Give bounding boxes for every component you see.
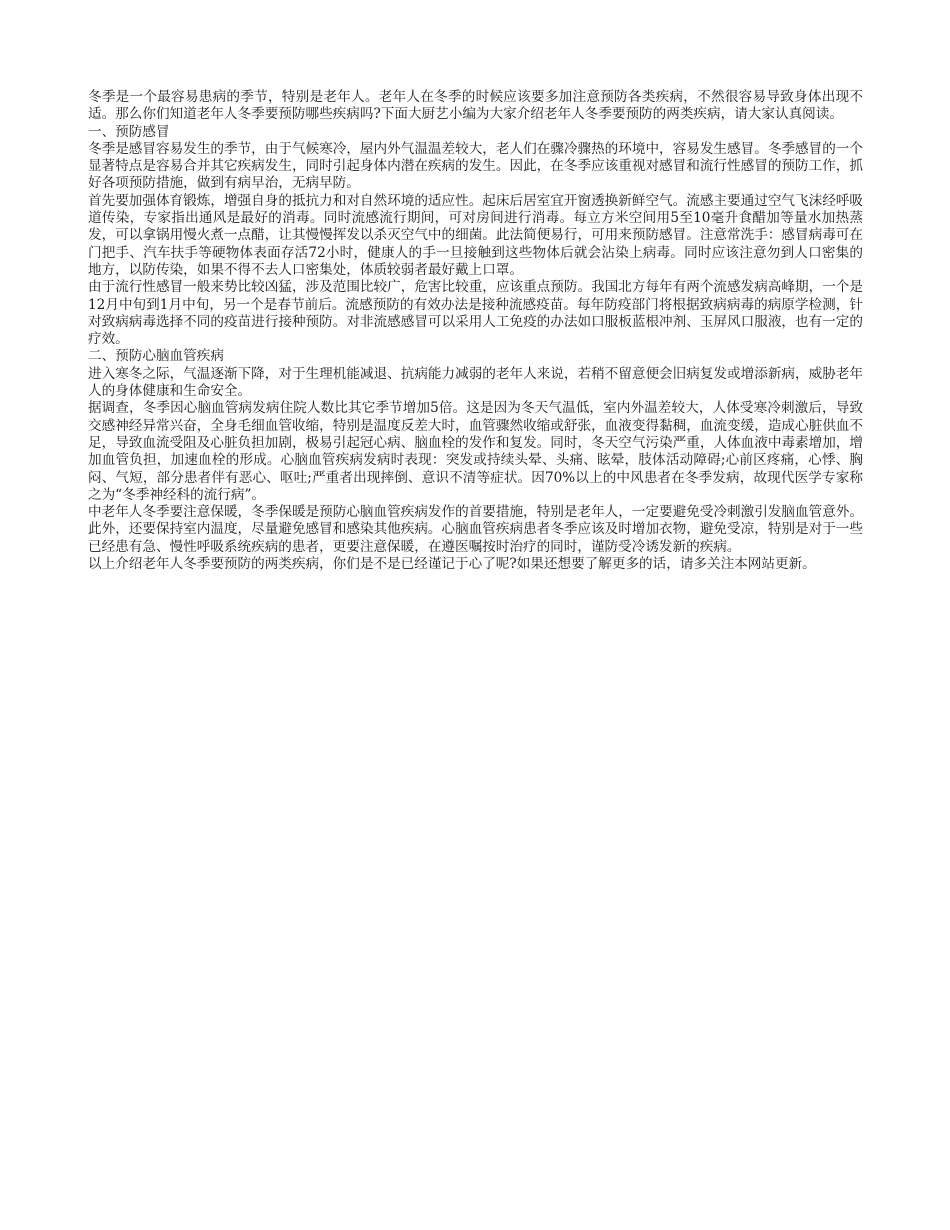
section-heading-cardiovascular-prevention: 二、预防心脑血管疾病: [88, 348, 224, 365]
section2-paragraph: 进入寒冬之际，气温逐渐下降，对于生理机能减退、抗病能力减弱的老年人来说，若稍不留意便会旧病复发或增添新病，威胁老年人的身体健康和生命安全。: [88, 365, 863, 400]
intro-paragraph: 冬季是一个最容易患病的季节，特别是老年人。老年人在冬季的时候应该要多加注意预防各类疾病，不然很容易导致身体出现不适。那么你们知道老年人冬季要预防哪些疾病吗?下面大厨艺小编为大家介绍老年人冬季要预防的两类疾病，请大家认真阅读。: [88, 89, 863, 123]
article-body: [88, 89, 863, 573]
section1-paragraph: 冬季是感冒容易发生的季节，由于气候寒冷，屋内外气温温差较大，老人们在骤冷骤热的环境中，容易发生感冒。冬季感冒的一个显著特点是容易合并其它疾病发生，同时引起身体内潜在疾病的发生。因此，在冬季应该重视对感冒和流行性感冒的预防工作，抓好各项预防措施，做到有病早治，无病早防。: [88, 140, 863, 192]
section1-paragraph: 由于流行性感冒一般来势比较凶猛，涉及范围比较广，危害比较重，应该重点预防。我国北方每年有两个流感发病高峰期，一个是12月中旬到1月中旬，另一个是春节前后。流感预防的有效办法是接种流感疫苗。每年防疫部门将根据致病病毒的病原学检测，针对致病病毒选择不同的疫苗进行接种预防。对非流感感冒可以采用人工免疫的办法如口服板蓝根冲剂、玉屏风口服液，也有一定的疗效。: [88, 279, 863, 348]
section1-paragraph: 首先要加强体育锻炼，增强自身的抵抗力和对自然环境的适应性。起床后居室宜开窗透换新鲜空气。流感主要通过空气飞沫经呼吸道传染，专家指出通风是最好的消毒。同时流感流行期间，可对房间进行消毒。每立方米空间用5至10毫升食醋加等量水加热蒸发，可以拿锅用慢火煮一点醋，让其慢慢挥发以杀灭空气中的细菌。此法简便易行，可用来预防感冒。注意常洗手：感冒病毒可在门把手、汽车扶手等硬物体表面存活72小时，健康人的手一旦接触到这些物体后就会沾染上病毒。同时应该注意勿到人口密集的地方，以防传染，如果不得不去人口密集处，体质较弱者最好戴上口罩。: [88, 192, 863, 278]
conclusion-paragraph: 以上介绍老年人冬季要预防的两类疾病，你们是不是已经谨记于心了呢?如果还想要了解更多的话，请多关注本网站更新。: [88, 556, 816, 573]
section2-paragraph: 据调查，冬季因心脑血管病发病住院人数比其它季节增加5倍。这是因为冬天气温低，室内外温差较大，人体受寒冷刺激后，导致交感神经异常兴奋，全身毛细血管收缩，特别是温度反差大时，血管骤然收缩或舒张，血液变得黏稠，血流变缓，造成心脏供血不足，导致血流受阻及心脏负担加剧，极易引起冠心病、脑血栓的发作和复发。同时，冬天空气污染严重，人体血液中毒素增加，增加血管负担，加速血栓的形成。心脑血管疾病发病时表现：突发或持续头晕、头痛、眩晕，肢体活动障碍;心前区疼痛，心悸、胸闷、气短，部分患者伴有恶心、呕吐;严重者出现摔倒、意识不清等症状。因70%以上的中风患者在冬季发病，故现代医学专家称之为“冬季神经科的流行病”。: [88, 400, 863, 503]
section2-paragraph: 中老年人冬季要注意保暖，冬季保暖是预防心脑血管疾病发作的首要措施，特别是老年人，一定要避免受冷刺激引发脑血管意外。此外，还要保持室内温度，尽量避免感冒和感染其他疾病。心脑血管疾病患者冬季应该及时增加衣物，避免受凉，特别是对于一些已经患有急、慢性呼吸系统疾病的患者，更要注意保暖，在遵医嘱按时治疗的同时，谨防受冷诱发新的疾病。: [88, 504, 863, 555]
section-heading-cold-prevention: 一、预防感冒: [88, 123, 170, 140]
